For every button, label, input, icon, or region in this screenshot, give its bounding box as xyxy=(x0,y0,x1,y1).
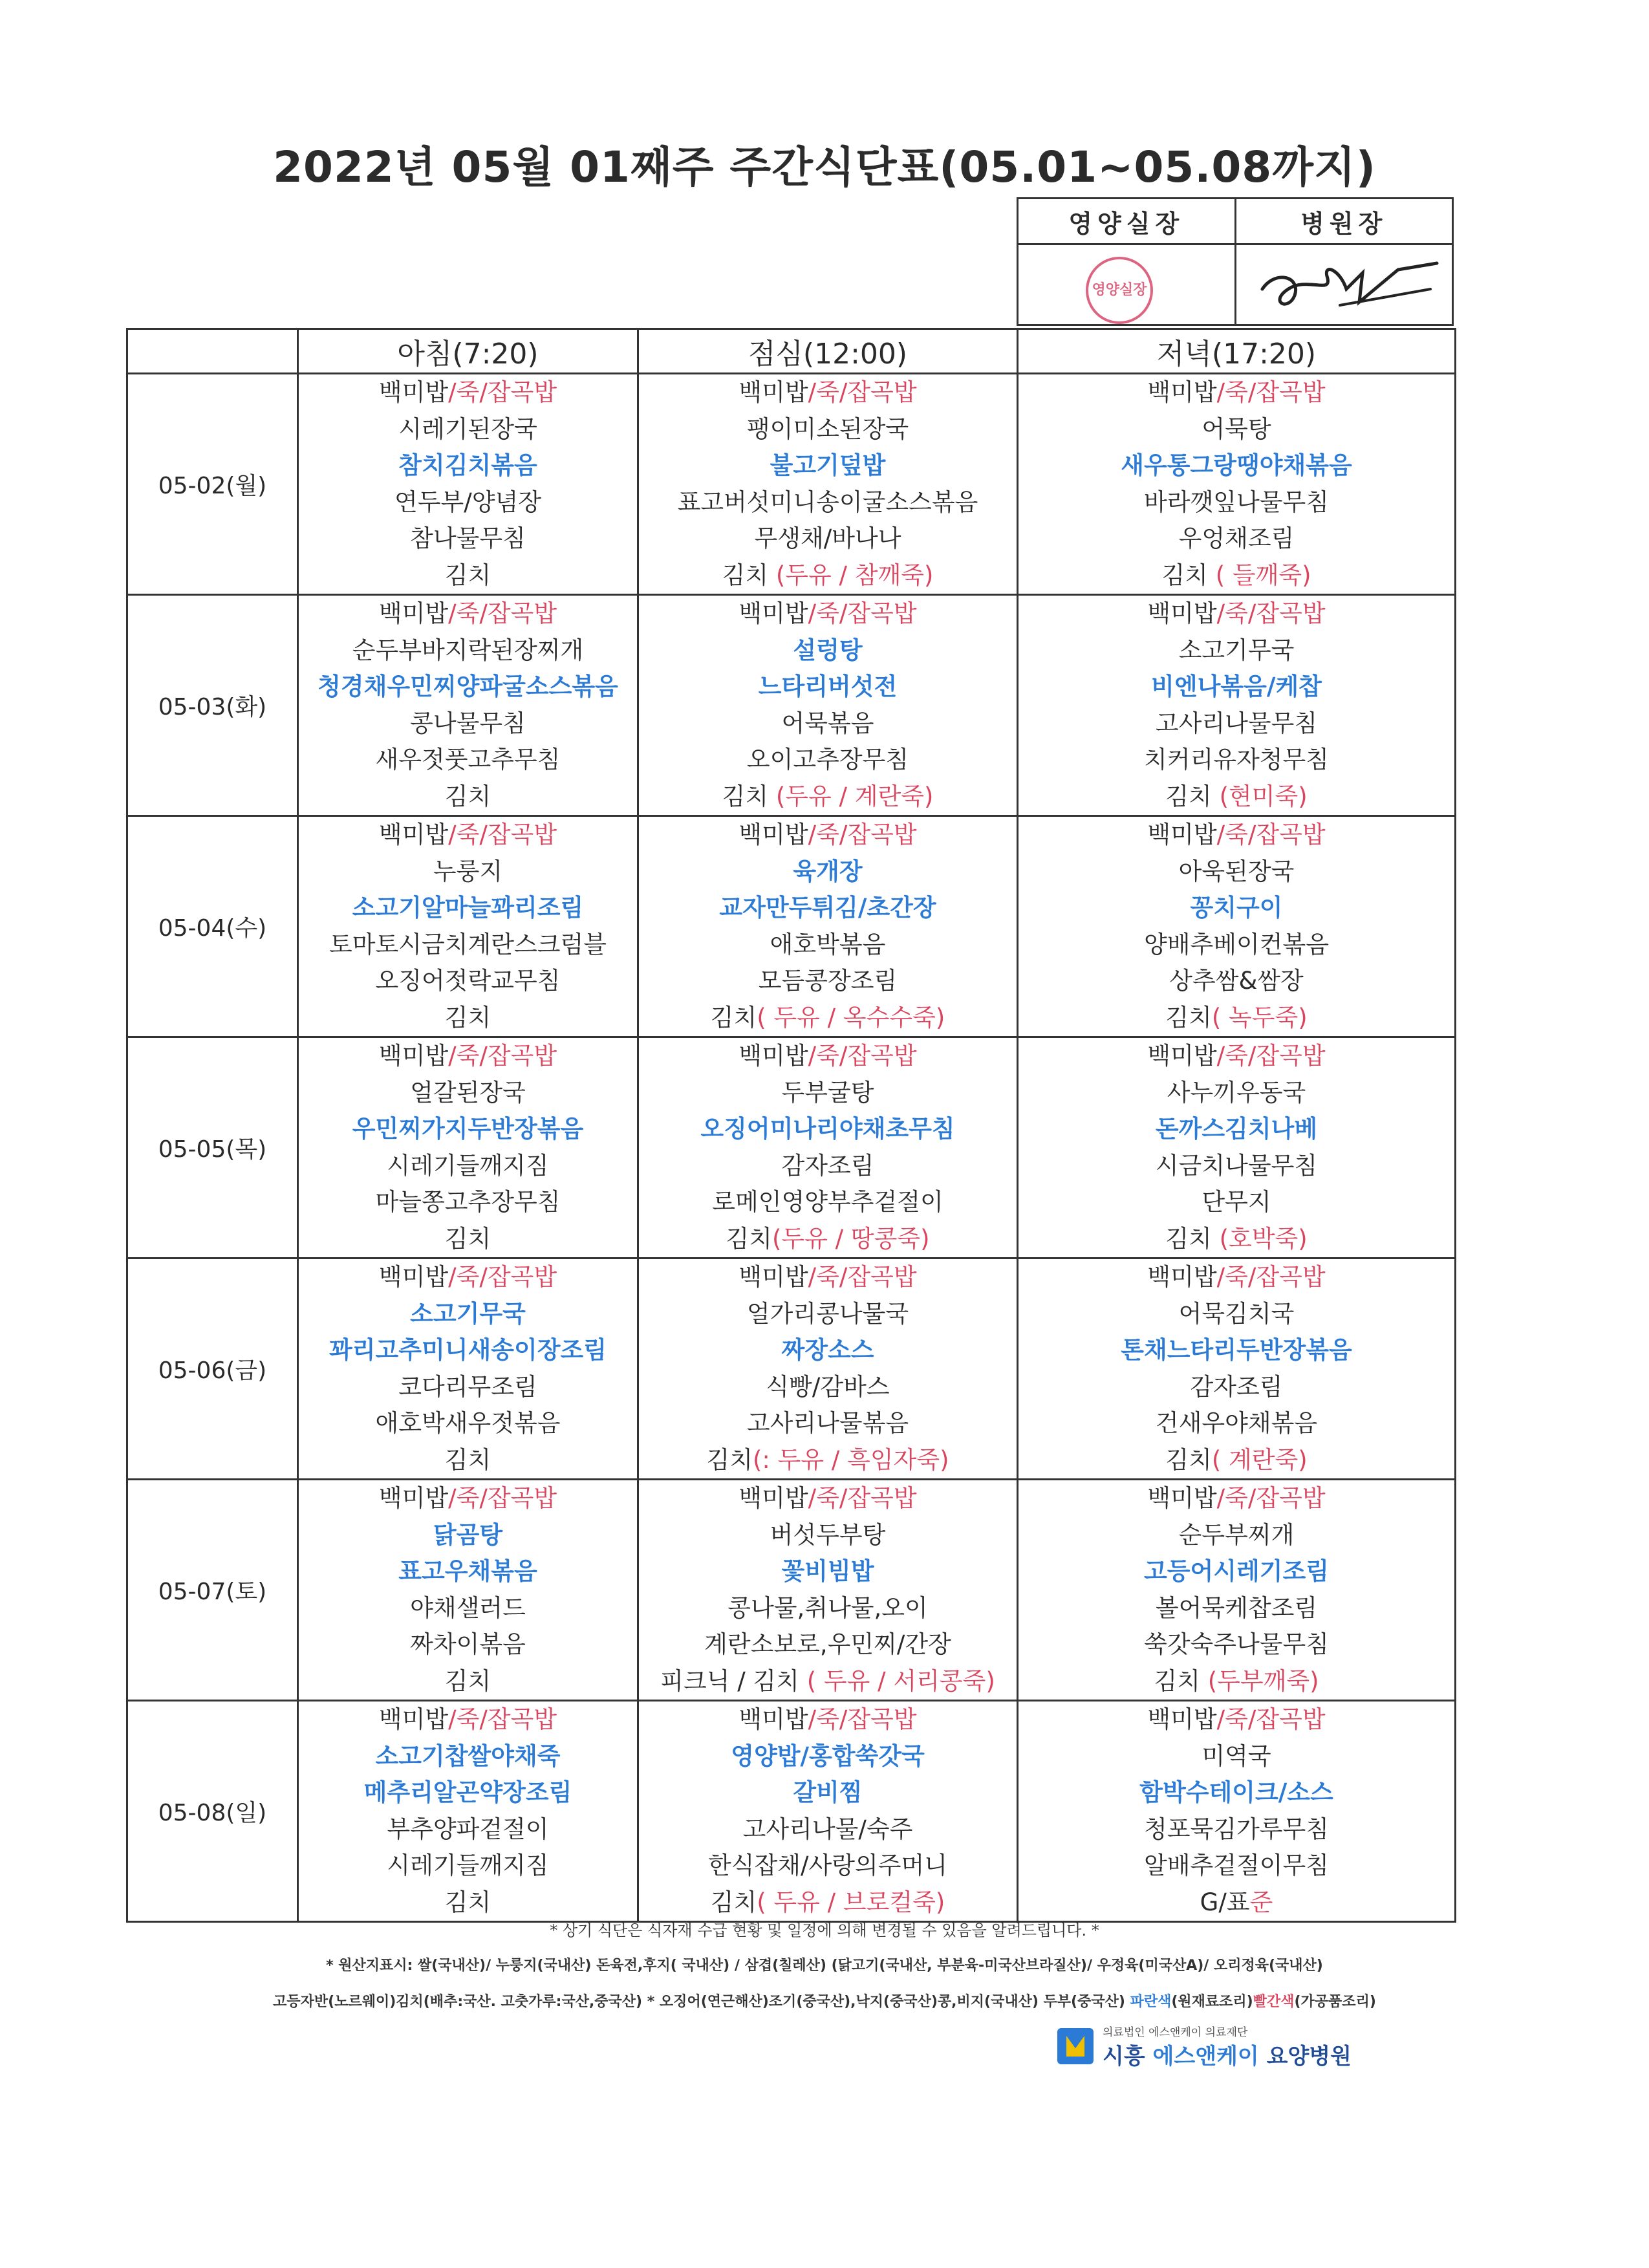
rice-line xyxy=(299,1259,637,1296)
side-dish: 오이고추장무침 xyxy=(746,746,909,773)
side-dish: 시레기들깨지짐 xyxy=(387,1852,549,1879)
kimchi-line xyxy=(1018,1442,1454,1479)
kimchi-item: 김치 xyxy=(710,1888,757,1916)
side-dish: 어묵김치국 xyxy=(1178,1299,1295,1328)
kimchi-line xyxy=(1018,1000,1454,1037)
rice-line xyxy=(1018,596,1454,632)
kimchi-line xyxy=(639,1885,1017,1921)
day-date: 05-02(월) xyxy=(127,374,298,595)
meal-cell-dinner xyxy=(1018,1480,1456,1701)
rice-line xyxy=(639,374,1017,411)
change-notice: * 상기 식단은 식자재 수급 현황 및 일정에 의해 변경될 수 있음을 알려드립니다. * xyxy=(550,1921,1099,1939)
side-dish: 누룽지 xyxy=(433,857,503,885)
snack-porridge: ( 계란죽) xyxy=(1211,1445,1308,1474)
main-dish: 오징어미나리야채초무침 xyxy=(700,1115,955,1143)
side-dish: 어묵탕 xyxy=(1202,415,1271,443)
porridge-option: 죽/잡곡밥 xyxy=(816,1484,917,1512)
side-dish: 시레기들깨지짐 xyxy=(387,1151,549,1180)
porridge-option: 죽/잡곡밥 xyxy=(816,1705,917,1733)
kimchi-line xyxy=(299,1663,637,1700)
meal-cell-dinner xyxy=(1018,816,1456,1037)
dietitian-stamp: 영양실장 xyxy=(1086,257,1153,324)
kimchi-line xyxy=(299,1442,637,1479)
meal-cell-lunch xyxy=(638,1480,1018,1701)
kimchi-line xyxy=(1018,1885,1454,1921)
side-dish: 영양밥/홍합쑥갓국 xyxy=(731,1742,925,1770)
main-dish: 새우통그랑땡야채볶음 xyxy=(1121,451,1352,479)
side-dish: 고사리나물/숙주 xyxy=(742,1815,913,1843)
meal-cell-breakfast xyxy=(298,595,638,816)
side-dish: 상추쌈&쌈장 xyxy=(1169,967,1304,995)
side-dish: 감자조림 xyxy=(1190,1372,1283,1401)
rice-item: 백미밥 xyxy=(738,1042,808,1070)
meal-cell-lunch xyxy=(638,1701,1018,1922)
rice-line xyxy=(639,1480,1017,1517)
rice-line xyxy=(299,1038,637,1075)
main-dish: 함박수테이크/소스 xyxy=(1139,1778,1333,1806)
kimchi-item: 김치 xyxy=(722,782,776,810)
side-dish: 무생채/바나나 xyxy=(754,524,901,552)
meal-cell-dinner xyxy=(1018,595,1456,816)
kimchi-line xyxy=(1018,779,1454,815)
side-dish: 치커리유자청무침 xyxy=(1144,746,1329,773)
side-dish: 로메인영양부추겉절이 xyxy=(712,1188,943,1216)
rice-separator: / xyxy=(808,821,817,848)
side-dish: 얼갈된장국 xyxy=(410,1078,526,1107)
header-breakfast: 아침(7:20) xyxy=(298,329,638,374)
porridge-option: 죽/잡곡밥 xyxy=(1225,821,1326,848)
porridge-option: 죽/잡곡밥 xyxy=(456,1042,557,1070)
rice-line xyxy=(1018,1259,1454,1296)
rice-separator: / xyxy=(448,1263,457,1291)
meal-cell-lunch xyxy=(638,1037,1018,1258)
rice-separator: / xyxy=(448,1042,457,1070)
rice-separator: / xyxy=(1216,378,1225,406)
main-dish: 불고기덮밥 xyxy=(770,451,886,479)
kimchi-item: 김치 xyxy=(706,1445,753,1474)
rice-separator: / xyxy=(448,821,457,848)
snack-porridge: 준 xyxy=(1249,1888,1273,1916)
side-dish: 소고기무국 xyxy=(1178,636,1295,664)
side-dish: 마늘쫑고추장무침 xyxy=(375,1188,561,1216)
main-dish: 톤채느타리두반장볶음 xyxy=(1121,1336,1352,1364)
side-dish: 닭곰탕 xyxy=(433,1520,503,1549)
side-dish: 소고기찹쌀야채죽 xyxy=(375,1742,561,1770)
kimchi-line xyxy=(639,1221,1017,1258)
meal-cell-breakfast xyxy=(298,1037,638,1258)
rice-item: 백미밥 xyxy=(378,1263,449,1291)
rice-item: 백미밥 xyxy=(738,1263,808,1291)
rice-line xyxy=(1018,1038,1454,1075)
kimchi-item: 김치 xyxy=(1165,1445,1212,1474)
rice-item: 백미밥 xyxy=(378,821,449,848)
side-dish: 참나물무침 xyxy=(410,524,526,552)
side-dish: 식빵/감바스 xyxy=(766,1372,890,1401)
side-dish: 애호박새우젓볶음 xyxy=(375,1409,561,1437)
main-dish: 짜장소스 xyxy=(781,1336,874,1364)
rice-line xyxy=(639,817,1017,854)
logo-name-part-c: 요양병원 xyxy=(1258,2044,1352,2069)
approval-box xyxy=(1017,197,1454,326)
menu-day-row xyxy=(127,1037,1456,1258)
rice-separator: / xyxy=(448,1705,457,1733)
legend-blue-label: 파란색 xyxy=(1130,1994,1172,2010)
day-date: 05-08(일) xyxy=(127,1701,298,1922)
meal-cell-breakfast xyxy=(298,374,638,595)
meal-cell-dinner xyxy=(1018,1258,1456,1480)
rice-separator: / xyxy=(808,1705,817,1733)
kimchi-line xyxy=(639,1000,1017,1037)
side-dish: 알배추겉절이무침 xyxy=(1144,1852,1329,1879)
rice-item: 백미밥 xyxy=(378,599,449,627)
day-date: 05-04(수) xyxy=(127,816,298,1037)
hospital-logo-name xyxy=(1103,2038,1352,2070)
snack-porridge: (: 두유 / 흑임자죽) xyxy=(752,1445,949,1474)
main-dish: 청경채우민찌양파굴소스볶음 xyxy=(318,673,618,700)
origin-line-1: * 원산지표시: 쌀(국내산)/ 누룽지(국내산) 돈육전,후지( 국내산) / 삼겹(칠레산) (닭고기(국내산, 부분육-미국산브라질산)/ 우정육(미국산A)/ 오리정육(국내산) xyxy=(326,1958,1323,1974)
porridge-option: 죽/잡곡밥 xyxy=(816,1042,917,1070)
side-dish: 감자조림 xyxy=(781,1151,874,1180)
porridge-option: 죽/잡곡밥 xyxy=(1225,1705,1326,1733)
main-dish: 꽈리고추미니새송이장조림 xyxy=(329,1336,607,1364)
side-dish: 계란소보로,우민찌/간장 xyxy=(704,1630,951,1658)
header-lunch: 점심(12:00) xyxy=(638,329,1018,374)
menu-day-row xyxy=(127,595,1456,816)
day-date: 05-07(토) xyxy=(127,1480,298,1701)
rice-item: 백미밥 xyxy=(1147,1263,1217,1291)
legend-red-desc: (가공품조리) xyxy=(1294,1994,1376,2010)
main-dish: 메추리알곤약장조림 xyxy=(363,1778,572,1806)
rice-item: 백미밥 xyxy=(738,599,808,627)
porridge-option: 죽/잡곡밥 xyxy=(456,1705,557,1733)
side-dish: 야채샐러드 xyxy=(410,1593,526,1622)
side-dish: 어묵볶음 xyxy=(781,709,874,737)
main-dish: 우민찌가지두반장볶음 xyxy=(352,1115,584,1143)
rice-separator: / xyxy=(808,1484,817,1512)
legend-blue-desc: (원재료조리) xyxy=(1171,1994,1253,2010)
kimchi-line xyxy=(639,1663,1017,1700)
logo-name-part-a: 시흥 xyxy=(1103,2044,1153,2069)
side-dish: 사누끼우동국 xyxy=(1167,1078,1306,1107)
snack-porridge: ( 두유 / 브로컬죽) xyxy=(757,1888,945,1916)
rice-line xyxy=(639,1038,1017,1075)
rice-line xyxy=(639,1259,1017,1296)
side-dish: 양배추베이컨볶음 xyxy=(1144,930,1329,958)
approval-signature-cell xyxy=(1235,244,1453,325)
hospital-logo-subtitle: 의료법인 에스앤케이 의료재단 xyxy=(1103,2026,1248,2039)
rice-separator: / xyxy=(1216,599,1225,627)
porridge-option: 죽/잡곡밥 xyxy=(816,599,917,627)
kimchi-item: 김치 xyxy=(722,561,776,589)
kimchi-item: 김치 xyxy=(710,1003,757,1031)
main-dish: 비엔나볶음/케찹 xyxy=(1151,673,1322,700)
rice-line xyxy=(1018,374,1454,411)
rice-item: 백미밥 xyxy=(378,378,449,406)
rice-line xyxy=(299,1480,637,1517)
side-dish: 콩나물,취나물,오이 xyxy=(727,1593,928,1622)
side-dish: 두부굴탕 xyxy=(781,1078,874,1107)
menu-day-row xyxy=(127,374,1456,595)
rice-line xyxy=(299,596,637,632)
side-dish: 콩나물무침 xyxy=(410,709,526,737)
approval-header-director: 병원장 xyxy=(1235,199,1453,244)
side-dish: 설렁탕 xyxy=(793,636,863,664)
side-dish: 연두부/양념장 xyxy=(394,488,541,516)
kimchi-line xyxy=(1018,557,1454,594)
rice-line xyxy=(1018,1480,1454,1517)
side-dish: 시금치나물무침 xyxy=(1155,1151,1318,1180)
snack-porridge: (호박죽) xyxy=(1219,1224,1308,1253)
rice-item: 백미밥 xyxy=(1147,1042,1217,1070)
menu-day-row xyxy=(127,1480,1456,1701)
meal-cell-lunch xyxy=(638,374,1018,595)
kimchi-line xyxy=(639,779,1017,815)
kimchi-line xyxy=(299,779,637,815)
meal-cell-dinner xyxy=(1018,1037,1456,1258)
menu-day-row xyxy=(127,1701,1456,1922)
side-dish: 아욱된장국 xyxy=(1178,857,1295,885)
rice-separator: / xyxy=(1216,1042,1225,1070)
rice-separator: / xyxy=(808,1042,817,1070)
porridge-option: 죽/잡곡밥 xyxy=(456,599,557,627)
porridge-option: 죽/잡곡밥 xyxy=(816,378,917,406)
porridge-option: 죽/잡곡밥 xyxy=(1225,599,1326,627)
rice-separator: / xyxy=(448,378,457,406)
rice-separator: / xyxy=(1216,1263,1225,1291)
meal-cell-dinner xyxy=(1018,1701,1456,1922)
menu-header-row xyxy=(127,329,1456,374)
kimchi-item: 김치 xyxy=(444,1667,491,1695)
day-date: 05-06(금) xyxy=(127,1258,298,1480)
rice-item: 백미밥 xyxy=(1147,1705,1217,1733)
side-dish: 청포묵김가루무침 xyxy=(1144,1815,1329,1843)
kimchi-item: 피크닉 / 김치 xyxy=(660,1667,807,1695)
main-dish: 돈까스김치나베 xyxy=(1155,1115,1318,1143)
meal-cell-dinner xyxy=(1018,374,1456,595)
snack-porridge: (현미죽) xyxy=(1219,782,1308,810)
hospital-logo-icon xyxy=(1057,2028,1094,2064)
rice-separator: / xyxy=(1216,1705,1225,1733)
snack-porridge: (두유 / 참깨죽) xyxy=(775,561,934,589)
rice-line xyxy=(299,374,637,411)
meal-cell-breakfast xyxy=(298,1258,638,1480)
kimchi-item: G/표 xyxy=(1200,1888,1250,1916)
meal-cell-lunch xyxy=(638,816,1018,1037)
side-dish: 오징어젓락교무침 xyxy=(375,967,561,995)
meal-cell-lunch xyxy=(638,595,1018,816)
rice-item: 백미밥 xyxy=(1147,1484,1217,1512)
kimchi-item: 김치 xyxy=(444,1888,491,1916)
main-dish: 교자만두튀김/초간장 xyxy=(719,894,936,922)
meal-cell-lunch xyxy=(638,1258,1018,1480)
signature-icon xyxy=(1249,250,1443,321)
rice-separator: / xyxy=(808,1263,817,1291)
snack-porridge: ( 들깨죽) xyxy=(1215,561,1311,589)
kimchi-item: 김치 xyxy=(444,1445,491,1474)
logo-name-part-b: 에스앤케이 xyxy=(1152,2044,1259,2069)
approval-header-dietitian: 영양실장 xyxy=(1018,199,1236,244)
rice-separator: / xyxy=(448,1484,457,1512)
rice-item: 백미밥 xyxy=(738,1484,808,1512)
main-dish: 참치김치볶음 xyxy=(398,451,537,479)
snack-porridge: ( 두유 / 서리콩죽) xyxy=(806,1667,995,1695)
porridge-option: 죽/잡곡밥 xyxy=(1225,1484,1326,1512)
rice-separator: / xyxy=(1216,1484,1225,1512)
side-dish: 단무지 xyxy=(1202,1188,1271,1216)
kimchi-item: 김치 xyxy=(1165,1003,1212,1031)
kimchi-line xyxy=(639,557,1017,594)
menu-day-row xyxy=(127,1258,1456,1480)
side-dish: 쑥갓숙주나물무침 xyxy=(1144,1630,1329,1658)
side-dish: 버섯두부탕 xyxy=(770,1520,886,1549)
kimchi-line xyxy=(299,1885,637,1921)
rice-item: 백미밥 xyxy=(1147,599,1217,627)
kimchi-line xyxy=(1018,1663,1454,1700)
rice-item: 백미밥 xyxy=(738,821,808,848)
side-dish: 바라깻잎나물무침 xyxy=(1144,488,1329,516)
rice-line xyxy=(639,1701,1017,1738)
rice-item: 백미밥 xyxy=(738,1705,808,1733)
header-dinner: 저녁(17:20) xyxy=(1018,329,1456,374)
rice-item: 백미밥 xyxy=(378,1705,449,1733)
rice-line xyxy=(1018,1701,1454,1738)
side-dish: 고사리나물무침 xyxy=(1155,709,1318,737)
side-dish: 얼가리콩나물국 xyxy=(746,1299,909,1328)
rice-item: 백미밥 xyxy=(1147,821,1217,848)
day-date: 05-03(화) xyxy=(127,595,298,816)
kimchi-line xyxy=(299,557,637,594)
page-title: 2022년 05월 01째주 주간식단표(05.01~05.08까지) xyxy=(273,142,1376,192)
porridge-option: 죽/잡곡밥 xyxy=(816,1263,917,1291)
rice-separator: / xyxy=(808,378,817,406)
side-dish: 모듬콩장조림 xyxy=(758,967,898,995)
origin-line-2-text: 고등자반(노르웨이)김치(배추:국산. 고춧가루:국산,중국산) * 오징어(연근해산)조기(중국산),낙지(중국산)콩,비지(국내산) 두부(중국산) xyxy=(273,1994,1125,2010)
side-dish: 토마토시금치계란스크럼블 xyxy=(329,930,607,958)
rice-item: 백미밥 xyxy=(378,1042,449,1070)
side-dish: 팽이미소된장국 xyxy=(746,415,909,443)
kimchi-item: 김치 xyxy=(444,782,491,810)
side-dish: 부추양파겉절이 xyxy=(387,1815,549,1843)
porridge-option: 죽/잡곡밥 xyxy=(816,821,917,848)
main-dish: 소고기알마늘꽈리조림 xyxy=(352,894,584,922)
snack-porridge: (두유 / 땅콩죽) xyxy=(771,1224,930,1253)
snack-porridge: (두유 / 계란죽) xyxy=(775,782,934,810)
main-dish: 갈비찜 xyxy=(793,1778,863,1806)
rice-item: 백미밥 xyxy=(1147,378,1217,406)
kimchi-item: 김치 xyxy=(726,1224,772,1253)
porridge-option: 죽/잡곡밥 xyxy=(1225,378,1326,406)
rice-item: 백미밥 xyxy=(738,378,808,406)
kimchi-line xyxy=(639,1442,1017,1479)
meal-cell-breakfast xyxy=(298,1701,638,1922)
rice-line xyxy=(299,1701,637,1738)
kimchi-line xyxy=(299,1000,637,1037)
side-dish: 순두부바지락된장찌개 xyxy=(352,636,584,664)
hospital-logo xyxy=(1057,2023,1352,2069)
rice-separator: / xyxy=(1216,821,1225,848)
day-date: 05-05(목) xyxy=(127,1037,298,1258)
meal-cell-breakfast xyxy=(298,1480,638,1701)
meal-cell-breakfast xyxy=(298,816,638,1037)
rice-line xyxy=(639,596,1017,632)
rice-separator: / xyxy=(808,599,817,627)
menu-day-row xyxy=(127,816,1456,1037)
rice-line xyxy=(299,817,637,854)
legend-red-label: 빨간색 xyxy=(1253,1994,1295,2010)
weekly-menu-table xyxy=(126,328,1456,1923)
kimchi-line xyxy=(299,1221,637,1258)
side-dish: 미역국 xyxy=(1202,1742,1271,1770)
rice-line xyxy=(1018,817,1454,854)
kimchi-item: 김치 xyxy=(444,1224,491,1253)
side-dish: 우엉채조림 xyxy=(1178,524,1295,552)
porridge-option: 죽/잡곡밥 xyxy=(456,378,557,406)
main-dish: 느타리버섯전 xyxy=(758,673,898,700)
side-dish: 코다리무조림 xyxy=(398,1372,537,1401)
porridge-option: 죽/잡곡밥 xyxy=(456,1263,557,1291)
side-dish: 소고기무국 xyxy=(410,1299,526,1328)
side-dish: 표고버섯미니송이굴소스볶음 xyxy=(677,488,978,516)
side-dish: 볼어묵케찹조림 xyxy=(1155,1593,1318,1622)
side-dish: 새우젓풋고추무침 xyxy=(375,746,561,773)
snack-porridge: ( 녹두죽) xyxy=(1211,1003,1308,1031)
kimchi-item: 김치 xyxy=(1161,561,1216,589)
side-dish: 한식잡채/사랑의주머니 xyxy=(708,1852,947,1879)
porridge-option: 죽/잡곡밥 xyxy=(456,1484,557,1512)
side-dish: 짜차이볶음 xyxy=(410,1630,526,1658)
snack-porridge: ( 두유 / 옥수수죽) xyxy=(757,1003,945,1031)
porridge-option: 죽/잡곡밥 xyxy=(1225,1042,1326,1070)
porridge-option: 죽/잡곡밥 xyxy=(1225,1263,1326,1291)
side-dish: 육개장 xyxy=(793,857,863,885)
kimchi-item: 김치 xyxy=(1165,782,1220,810)
side-dish: 순두부찌개 xyxy=(1178,1520,1295,1549)
main-dish: 표고우채볶음 xyxy=(398,1557,537,1585)
kimchi-line xyxy=(1018,1221,1454,1258)
side-dish: 고사리나물볶음 xyxy=(746,1409,909,1437)
side-dish: 시레기된장국 xyxy=(398,415,537,443)
kimchi-item: 김치 xyxy=(444,1003,491,1031)
side-dish: 건새우야채볶음 xyxy=(1155,1409,1318,1437)
origin-line-2 xyxy=(0,1991,1649,2011)
rice-item: 백미밥 xyxy=(378,1484,449,1512)
porridge-option: 죽/잡곡밥 xyxy=(456,821,557,848)
snack-porridge: (두부깨죽) xyxy=(1207,1667,1319,1695)
approval-stamp-cell xyxy=(1018,244,1236,325)
side-dish: 애호박볶음 xyxy=(770,930,886,958)
main-dish: 고등어시레기조림 xyxy=(1144,1557,1329,1585)
kimchi-item: 김치 xyxy=(1165,1224,1220,1253)
main-dish: 꽃비빔밥 xyxy=(781,1557,874,1585)
kimchi-item: 김치 xyxy=(1154,1667,1208,1695)
kimchi-item: 김치 xyxy=(444,561,491,589)
rice-separator: / xyxy=(448,599,457,627)
header-blank xyxy=(127,329,298,374)
main-dish: 꽁치구이 xyxy=(1190,894,1283,922)
